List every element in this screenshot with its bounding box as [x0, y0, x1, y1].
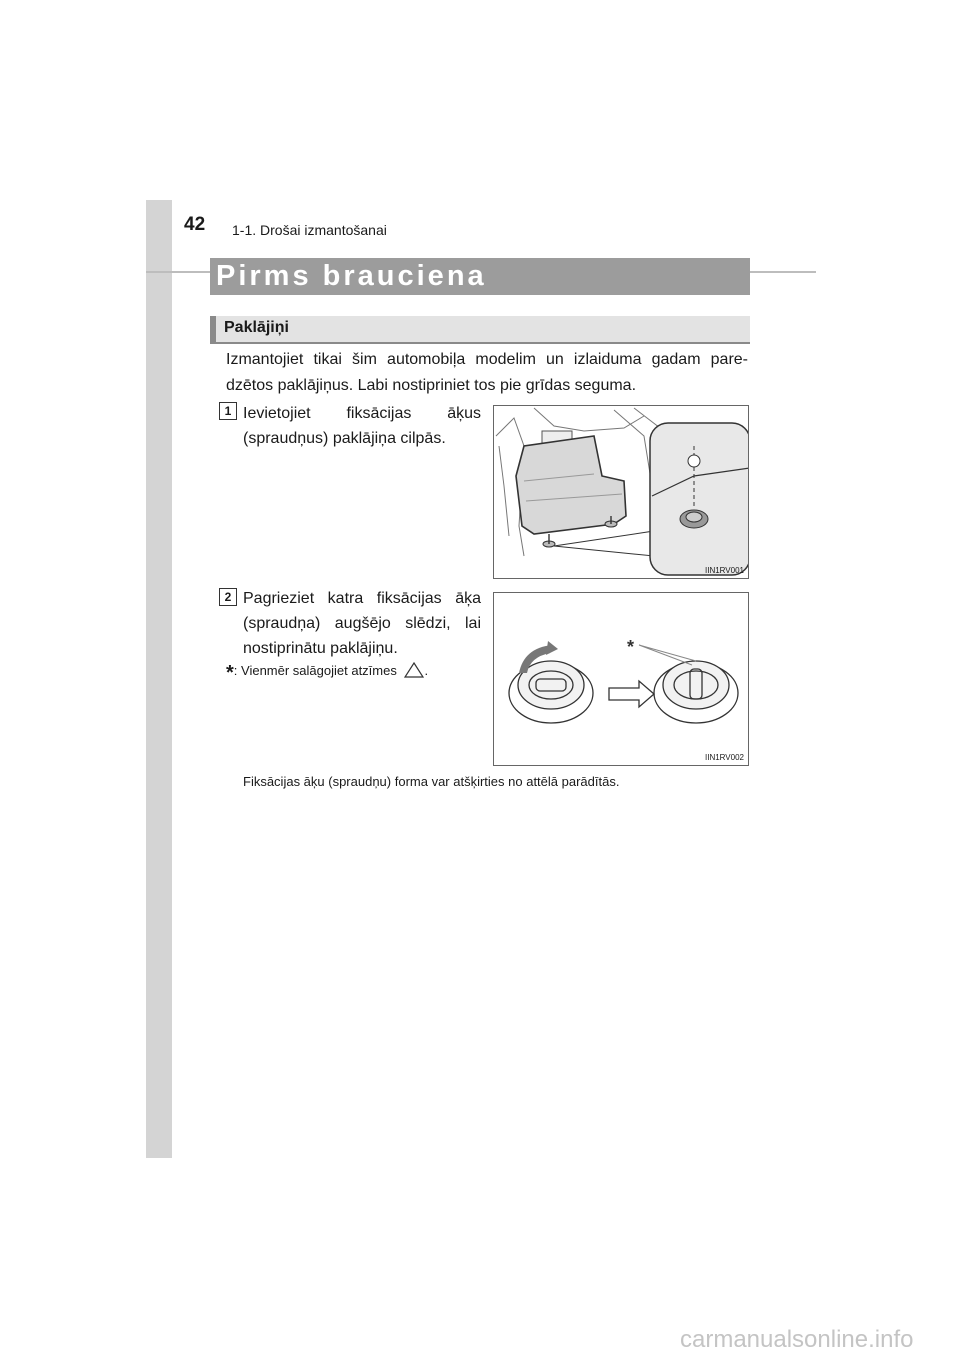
- hook-rotation-illustration: [494, 593, 749, 766]
- figure-2-code: IIN1RV002: [705, 753, 744, 762]
- subsection-title: Paklājiņi: [224, 319, 289, 336]
- floor-mat-illustration: [494, 406, 749, 579]
- step-2-text: Pagrieziet katra fiksācijas āķa (spraudņa) augšējo slēdzi, lai nostiprinātu paklājiņu.: [243, 590, 481, 657]
- footnote: Fiksācijas āķu (spraudņu) forma var atšķirties no attēlā parādītās.: [243, 774, 620, 789]
- subsection-bar: [210, 316, 750, 342]
- note-asterisk: *: [226, 662, 234, 684]
- page-number: 42: [184, 214, 206, 235]
- note-text: : Vienmēr salāgojiet atzīmes: [233, 663, 397, 678]
- triangle-mark-icon: [404, 662, 424, 678]
- section-title-bar: [210, 258, 750, 295]
- step-1-text: Ievietojiet fiksācijas āķus (spraudņus) paklājiņa cilpās.: [243, 405, 481, 447]
- note: [226, 662, 428, 685]
- figure-turn-hook: [493, 592, 749, 766]
- section-title: Pirms brauciena: [216, 260, 487, 292]
- subsection-rule: [210, 342, 750, 344]
- note-end: .: [424, 663, 429, 678]
- step-2-number: 2: [219, 588, 237, 606]
- figure-floor-mat-hooks: [493, 405, 749, 579]
- svg-text:*: *: [627, 637, 635, 657]
- step-1-number: 1: [219, 402, 237, 420]
- intro-paragraph: Izmantojiet tikai šim automobiļa modelim un izlaiduma gadam pare-dzētos paklājiņus. Labi nostipriniet tos pie grīdas seguma.: [226, 351, 748, 394]
- side-bar: [146, 200, 172, 1158]
- figure-1-code: IIN1RV001: [705, 566, 744, 575]
- watermark: carmanualsonline.info: [680, 1326, 914, 1353]
- chapter-title: 1-1. Drošai izmantošanai: [232, 222, 387, 238]
